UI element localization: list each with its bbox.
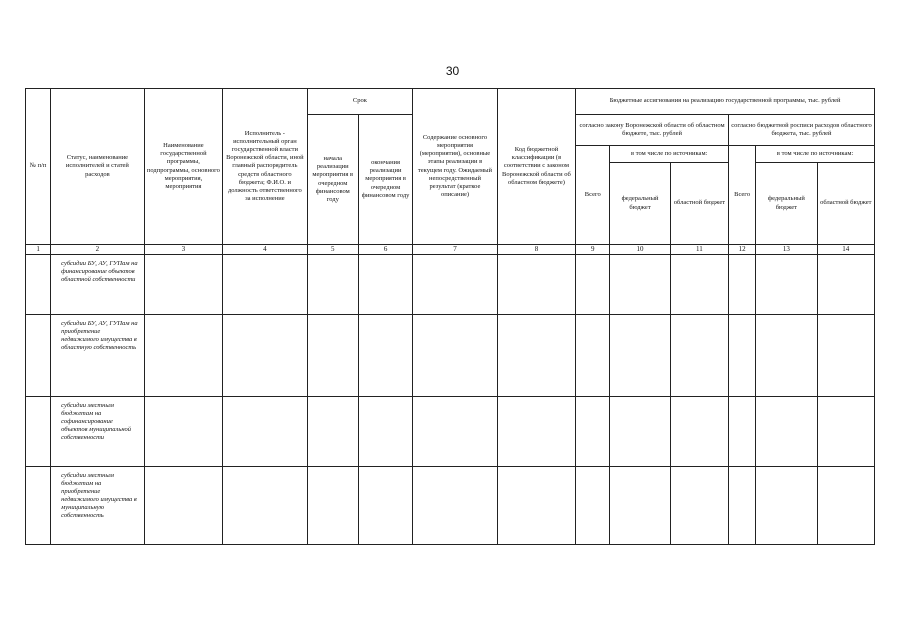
column-number: 14 [817, 245, 874, 255]
page-number: 30 [445, 64, 460, 78]
header-law-sources: в том числе по источникам: [610, 146, 729, 163]
budget-allocation-table [25, 88, 875, 545]
empty-cell [144, 466, 222, 544]
table-row [26, 254, 875, 314]
row-label: субсидии БУ, АУ, ГУПам на финансирование объектов областной собственности [51, 254, 145, 314]
table-row [26, 396, 875, 466]
column-number: 8 [497, 245, 575, 255]
empty-cell [307, 254, 358, 314]
empty-cell [576, 254, 610, 314]
empty-cell [144, 314, 222, 396]
column-number: 9 [576, 245, 610, 255]
empty-cell [358, 254, 412, 314]
empty-cell [576, 314, 610, 396]
empty-cell [413, 314, 497, 396]
header-allocations: Бюджетные ассигнования на реализацию государственной программы, тыс. рублей [576, 89, 875, 115]
header-term-start: начала реализации мероприятия в очередном финансовом году [307, 115, 358, 245]
empty-cell [413, 254, 497, 314]
empty-cell [670, 396, 728, 466]
column-number: 11 [670, 245, 728, 255]
header-law-total: Всего [576, 146, 610, 245]
column-number: 4 [223, 245, 307, 255]
empty-cell [497, 314, 575, 396]
empty-cell [756, 314, 817, 396]
column-number: 2 [51, 245, 145, 255]
empty-cell [413, 396, 497, 466]
empty-cell [223, 314, 307, 396]
empty-cell [817, 254, 874, 314]
empty-cell [307, 396, 358, 466]
empty-cell [610, 254, 670, 314]
table-row [26, 466, 875, 544]
column-number: 5 [307, 245, 358, 255]
header-law-regional: областной бюджет [670, 163, 728, 245]
empty-cell [756, 396, 817, 466]
empty-cell [307, 314, 358, 396]
column-number: 3 [144, 245, 222, 255]
empty-cell [26, 254, 51, 314]
header-law-federal: федеральный бюджет [610, 163, 670, 245]
header-budget-code: Код бюджетной классификации (в соответствии с законом Воронежской области об областном бюджете) [497, 89, 575, 245]
empty-cell [223, 254, 307, 314]
empty-cell [817, 396, 874, 466]
header-schedule-sources: в том числе по источникам: [756, 146, 875, 163]
empty-cell [358, 314, 412, 396]
empty-cell [358, 396, 412, 466]
empty-cell [756, 466, 817, 544]
header-content: Содержание основного мероприятия (мероприятия), основные этапы реализации в текущем году. Ожидаемый непосредственный результат (краткое описание) [413, 89, 497, 245]
header-program-name: Наименование государственной программы, подпрограммы, основного мероприятия, мероприятия [144, 89, 222, 245]
column-number: 7 [413, 245, 497, 255]
header-term: Срок [307, 89, 413, 115]
empty-cell [26, 314, 51, 396]
empty-cell [497, 254, 575, 314]
column-number: 6 [358, 245, 412, 255]
empty-cell [729, 466, 756, 544]
empty-cell [576, 466, 610, 544]
header-by-law: согласно закону Воронежской области об областном бюджете, тыс. рублей [576, 115, 729, 146]
column-number: 12 [729, 245, 756, 255]
empty-cell [729, 314, 756, 396]
empty-cell [817, 466, 874, 544]
row-label: субсидии БУ, АУ, ГУПам на приобретение недвижимого имущества в областную собственность [51, 314, 145, 396]
header-status: Статус, наименование исполнителей и статей расходов [51, 89, 145, 245]
header-executor: Исполнитель - исполнительный орган государственной власти Воронежской области, иной главный распорядитель средств областного бюджета; Ф.И.О. и должность ответственного за исполнение [223, 89, 307, 245]
empty-cell [576, 396, 610, 466]
empty-cell [413, 466, 497, 544]
empty-cell [26, 466, 51, 544]
header-schedule-federal: федеральный бюджет [756, 163, 817, 245]
table-row [26, 314, 875, 396]
empty-cell [670, 466, 728, 544]
empty-cell [610, 466, 670, 544]
empty-cell [223, 466, 307, 544]
empty-cell [670, 314, 728, 396]
header-schedule-total: Всего [729, 146, 756, 245]
empty-cell [497, 396, 575, 466]
header-row-number: № п/п [26, 89, 51, 245]
header-schedule-regional: областной бюджет [817, 163, 874, 245]
empty-cell [26, 396, 51, 466]
empty-cell [756, 254, 817, 314]
empty-cell [497, 466, 575, 544]
column-number: 13 [756, 245, 817, 255]
header-term-end: окончания реализации мероприятия в очередном финансовом году [358, 115, 412, 245]
column-number: 1 [26, 245, 51, 255]
column-number: 10 [610, 245, 670, 255]
empty-cell [307, 466, 358, 544]
empty-cell [358, 466, 412, 544]
empty-cell [144, 396, 222, 466]
empty-cell [223, 396, 307, 466]
header-by-schedule: согласно бюджетной росписи расходов областного бюджета, тыс. рублей [729, 115, 875, 146]
empty-cell [729, 396, 756, 466]
empty-cell [817, 314, 874, 396]
row-label: субсидии местным бюджетам на приобретение недвижимого имущества в муниципальную собственность [51, 466, 145, 544]
empty-cell [729, 254, 756, 314]
empty-cell [144, 254, 222, 314]
row-label: субсидии местным бюджетам на софинансирование объектов муниципальной собственности [51, 396, 145, 466]
empty-cell [610, 396, 670, 466]
empty-cell [670, 254, 728, 314]
column-number-row [26, 245, 875, 255]
empty-cell [610, 314, 670, 396]
